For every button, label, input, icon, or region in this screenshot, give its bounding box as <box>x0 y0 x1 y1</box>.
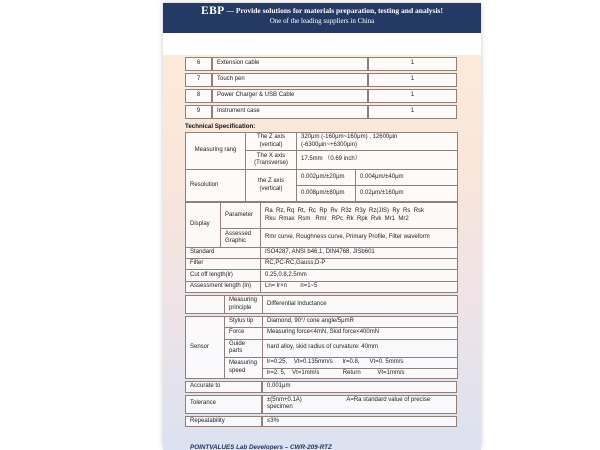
spec-value: 0.02μm/±160μm <box>356 186 458 202</box>
spec-sub-label: Guide parts <box>225 339 263 357</box>
spec-value: 0.004μm/±40μm <box>356 170 458 186</box>
spec-value: 320μm (-160μm~160μm) , 12600μin (-6300μin~+6300μin) <box>297 133 458 151</box>
spec-value <box>262 395 457 414</box>
cell-qty: 1 <box>368 89 457 103</box>
spec-label: Accurate to <box>185 381 262 393</box>
spec-value: RC,PC-RC,Gauss,D-P <box>261 259 458 270</box>
spec-value: Diamond, 90°/ cone angle/5μmR <box>263 317 458 328</box>
spec-value: hard alloy, skid radius of curvature: 40mm <box>263 339 458 357</box>
cell-qty: 1 <box>368 57 457 71</box>
brand-logo: EBP <box>201 5 225 17</box>
tolerance-value: ±(5nm+0.1A) <box>267 396 302 403</box>
spec-value: lr=0.25, Vt=0.135mm/s lr=0.8, Vt=0. 5mm/s <box>263 357 458 368</box>
spec-row <box>185 395 457 414</box>
spec-sub-label: Assessed Graphic <box>221 229 261 248</box>
spec-value: 0.001μm <box>262 381 457 393</box>
spec-row <box>186 296 458 314</box>
spec-row <box>186 327 458 339</box>
cell-name: Instrument case <box>212 105 368 119</box>
spec-value: ISO4287, ANSI b46.1, DIN4768, JISb601 <box>261 248 458 259</box>
spec-value: 0.002μm/±20μm <box>297 170 356 186</box>
spec-group-label: Resolution <box>186 170 246 202</box>
spec-label: Tolerance <box>185 395 262 414</box>
spec-row <box>185 416 457 428</box>
spec-row <box>186 270 458 282</box>
cell-qty: 1 <box>368 105 457 119</box>
tolerance-note: A=Ra standard value of precise specimen <box>267 396 431 410</box>
spec-row <box>186 203 458 229</box>
spec-sub-label: The X axis (Transverse) <box>246 151 297 170</box>
header-tagline: — Provide solutions for materials preparation, testing and analysis! <box>226 6 443 15</box>
spec-label: Assessment length (ln) <box>186 282 261 293</box>
spec-row <box>186 357 458 368</box>
table-row <box>185 105 457 119</box>
spec-row <box>186 170 458 186</box>
parameter-line: Rku Rmax Rsm Rmr RPc Rk Rpk Rvk Mr1 Mr2 <box>265 215 409 222</box>
spec-label: Filter <box>186 259 261 270</box>
spec-table-accuracy <box>185 379 457 429</box>
spec-value: ≤3% <box>262 416 457 428</box>
spec-value: 0.25,0.8,2.5mm <box>261 270 458 282</box>
cell-name: Touch pen <box>212 73 368 87</box>
section-title: Technical Specification: <box>185 123 256 130</box>
cell-name: Power Charger & USB Cable <box>212 89 368 103</box>
spec-row <box>186 317 458 328</box>
cell-no: 6 <box>185 57 212 71</box>
spec-sub-label: Measuring principle <box>225 296 263 314</box>
spec-sub-label: The Z axis (vertical) <box>246 133 297 151</box>
spec-sub-label: Measuring speed <box>225 357 263 379</box>
spec-row <box>186 229 458 248</box>
spec-value: Measuring force<4mN, Skid force<400mN <box>263 327 458 339</box>
spec-group-label: Measuring rang <box>186 133 246 170</box>
table-row <box>185 57 457 71</box>
spec-row <box>185 381 457 393</box>
spec-value: Rmr curve, Roughness curve, Primary Profile, Filter waveform <box>261 229 458 248</box>
spec-value: Ln= lr×n n=1~5 <box>261 282 458 293</box>
cell-no: 8 <box>185 89 212 103</box>
spec-sub-label: Force <box>225 327 263 339</box>
table-row <box>185 73 457 87</box>
doc-header <box>163 3 481 33</box>
spec-value: Differential Inductance <box>263 296 458 314</box>
spec-sub-label: the Z axis (vertical) <box>246 170 297 202</box>
spec-group-label: Display <box>186 203 221 248</box>
doc-body <box>163 55 481 450</box>
spec-table-measuring <box>185 132 458 202</box>
spec-value <box>261 203 458 229</box>
spec-row <box>186 133 458 151</box>
spec-empty-cell <box>186 296 225 314</box>
cell-no: 7 <box>185 73 212 87</box>
spec-value: lr=2. 5, Vt=1mm/s Return Vt=1mm/s <box>263 368 458 379</box>
cell-no: 9 <box>185 105 212 119</box>
spec-row <box>186 282 458 293</box>
header-title <box>163 6 481 16</box>
spec-label: Cut off length(lr) <box>186 270 261 282</box>
document <box>163 3 481 448</box>
table-row <box>185 89 457 103</box>
spec-row <box>186 339 458 357</box>
spec-row <box>186 259 458 270</box>
spec-sub-label: Parameter <box>221 203 261 229</box>
cell-name: Extension cable <box>212 57 368 71</box>
spec-group-label: Sensor <box>186 317 225 379</box>
spec-sub-label: Stylus tip <box>225 317 263 328</box>
spec-table-sensor <box>185 316 458 379</box>
spec-label: Standard <box>186 248 261 259</box>
cell-qty: 1 <box>368 73 457 87</box>
accessories-table <box>185 55 457 121</box>
spec-value: 0.008μm/±80μm <box>297 186 356 202</box>
header-subtitle: One of the leading suppliers in China <box>269 17 375 25</box>
parameter-line: Ra Rz, Rq Rt, Rc Rp Rv R3z R3y Rz(JIS) Ry Rs Rsk <box>265 208 425 214</box>
footer-note: POINTVALUES Lab Developers – CWR-209-RTZ <box>190 444 332 450</box>
spec-label: Repeatability <box>185 416 262 428</box>
spec-table-principle <box>185 295 458 314</box>
spec-table-display <box>185 202 458 293</box>
spec-value: 17.5mm （0.69 inch） <box>297 151 458 170</box>
spec-row <box>186 248 458 259</box>
